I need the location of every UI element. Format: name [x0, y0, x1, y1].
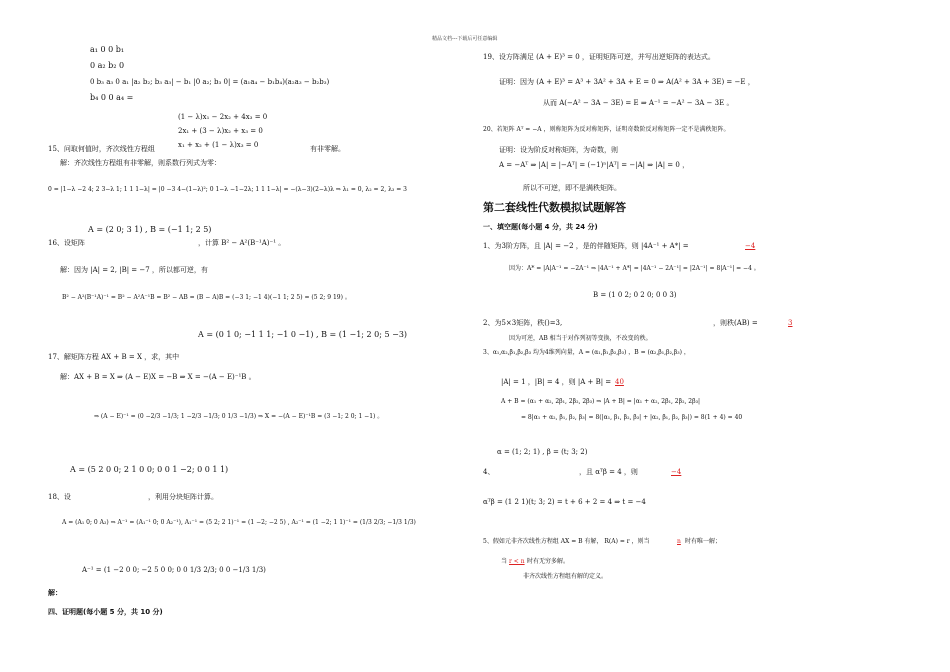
fill-3-question-b: |A| = 1 ，|B| = 4 ，则 |A + B| = — [501, 378, 612, 386]
q18-result: A⁻¹ = (1 −2 0 0; −2 5 0 0; 0 0 1/3 2/3; 0 0 −1/3 1/3) — [82, 566, 266, 574]
fill-3-answer: 40 — [615, 378, 624, 386]
fill-2-explanation: 因为可逆，AB 相当于对作列初等变换，不改变的秩。 — [509, 335, 652, 342]
fill-5-answer: n — [677, 538, 681, 545]
fill-4-question-tail: ，且 αᵀβ = 4 ，则 — [579, 468, 638, 476]
q16-question: 16、设矩阵 — [48, 239, 85, 247]
fill-4-answer: −4 — [671, 468, 682, 476]
q17-inverse: ⇒ (A − E)⁻¹ = (0 −2/3 −1/3; 1 −2/3 −1/3; 0 1/3 −1/3) ⇒ X = −(A − E)⁻¹B = (3 −1; 2 0; 1 −1) 。 — [94, 413, 384, 420]
q17-matrices: A = (0 1 0; −1 1 1; −1 0 −1) , B = (1 −1; 2 0; 5 −3) — [198, 330, 408, 339]
fill-1-answer: −4 — [745, 242, 756, 250]
q15-solution: 解：齐次线性方程组有非零解，则系数行列式为零： — [60, 159, 221, 167]
fill-5-answer-b: r < n — [509, 558, 525, 565]
q19-question: 19、设方阵满足 (A + E)³ = 0 ，证明矩阵可逆，并写出逆矩阵的表达式。 — [483, 53, 715, 61]
fill-2-question-tail: ，则秩(AB) = — [713, 319, 758, 327]
section-4-heading: 四、证明题(每小题 5 分，共 10 分) — [48, 608, 163, 616]
fill-in-heading: 一、填空题(每小题 4 分，共 24 分) — [483, 223, 598, 231]
q15-question: 15、问取何值时，齐次线性方程组 — [48, 145, 155, 153]
q18-question: 18、设 — [48, 493, 71, 501]
q16-matrices: A = (2 0; 3 1) , B = (−1 1; 2 5) — [88, 225, 212, 234]
q19-proof-1: 证明：因为 (A + E)³ = A³ + 3A² + 3A + E = 0 ⇒ A(A² + 3A + 3E) = −E ， — [499, 78, 755, 86]
fill-4-vectors: α = (1; 2; 1) , β = (t; 3; 2) — [497, 448, 588, 456]
solution-label: 解： — [48, 589, 62, 597]
q16-question-tail: ，计算 B² − A²(B⁻¹A)⁻¹ 。 — [198, 239, 286, 247]
det-row-3: 0 b₃ a₃ 0 a₁ |a₂ b₂; b₃ a₃| − b₁ |0 a₂; b₃ 0| = (a₁a₄ − b₁b₄)(a₂a₃ − b₂b₃) — [90, 78, 330, 86]
q15-question-tail: 有非零解。 — [310, 145, 345, 153]
fill-5-note: 非齐次线性方程组有解的定义。 — [523, 573, 608, 580]
fill-5-line-b-tail: 时有无穷多解。 — [527, 558, 570, 565]
q15-system-2: 2x₁ + (3 − λ)x₂ + x₃ = 0 — [178, 127, 263, 135]
fill-2-question: 2、为5×3矩阵，秩()=3, — [483, 319, 563, 327]
fill-5-question-tail: 时有唯一解； — [685, 538, 722, 545]
fill-3-calculation-2: = 8|α₁ + α₂, β₁, β₂, β₃| = 8(|α₁, β₁, β₂, β₃| + |α₂, β₁, β₂, β₃|) = 8(1 + 4) = 40 — [521, 414, 743, 421]
q15-system-1: (1 − λ)x₁ − 2x₂ + 4x₃ = 0 — [178, 113, 268, 121]
q16-solution: 解：因为 |A| = 2, |B| = −7 ，所以都可逆，有 — [60, 266, 208, 274]
fill-3-calculation-1: A + B = (α₁ + α₂, 2β₁, 2β₂, 2β₃) ⇒ |A + B| = |α₁ + α₂, 2β₁, 2β₂, 2β₃| — [501, 398, 701, 405]
fill-2-matrix: B = (1 0 2; 0 2 0; 0 0 3) — [593, 291, 677, 299]
q19-proof-2: 从而 A(−A² − 3A − 3E) = E ⇒ A⁻¹ = −A² − 3A − 3E 。 — [543, 99, 734, 107]
q20-proof-1: 证明：设为阶反对称矩阵，为奇数，则 — [499, 146, 618, 154]
fill-2-answer: 3 — [788, 319, 793, 327]
q20-proof-2: A = −Aᵀ ⇒ |A| = |−Aᵀ| = (−1)ⁿ|Aᵀ| = −|A| ⇒ |A| = 0 ， — [499, 161, 690, 169]
q18-matrix: A = (5 2 0 0; 2 1 0 0; 0 0 1 −2; 0 0 1 1) — [70, 465, 229, 474]
q15-determinant: 0 = |1−λ −2 4; 2 3−λ 1; 1 1 1−λ| = |0 −3 4−(1−λ)²; 0 1−λ −1−2λ; 1 1 1−λ| = −(λ−3)(2−λ)λ ⇒ λ₁ = 0, λ₂ = 2, λ₃ = 3 — [48, 186, 407, 193]
fill-4-label: 4、 — [483, 468, 495, 476]
fill-4-calculation: αᵀβ = (1 2 1)(t; 3; 2) = t + 6 + 2 = 4 ⇒ t = −4 — [483, 498, 646, 506]
q17-solution: 解：AX + B = X ⇒ (A − E)X = −B ⇒ X = −(A − E)⁻¹B 。 — [60, 373, 256, 381]
q18-block-inverse: A = (A₁ 0; 0 A₂) ⇒ A⁻¹ = (A₁⁻¹ 0; 0 A₂⁻¹), A₁⁻¹ = (5 2; 2 1)⁻¹ = (1 −2; −2 5) , A₂⁻¹ = (1 −2; 1 1)⁻¹ = (1/3 2/3; −1/3 1/3) — [62, 519, 416, 526]
fill-1-question: 1、为3阶方阵，且 |A| = −2 ，是的伴随矩阵，则 |4A⁻¹ + A*| = — [483, 242, 689, 250]
q15-system-3: x₁ + x₂ + (1 − λ)x₃ = 0 — [178, 141, 259, 149]
det-row-2: 0 a₂ b₂ 0 — [90, 61, 125, 70]
q20-question: 20、若矩阵 Aᵀ = −A ，则称矩阵为反对称矩阵，证明奇数阶反对称矩阵一定不是满秩矩阵。 — [483, 126, 730, 133]
q18-question-tail: ，利用分块矩阵计算。 — [148, 493, 218, 501]
q16-calculation: B² − A²(B⁻¹A)⁻¹ = B² − A²A⁻¹B = B² − AB = (B − A)B = (−3 1; −1 4)(−1 1; 2 5) = (5 2; 9 19) 。 — [62, 294, 351, 301]
fill-5-question: 5、假如元非齐次线性方程组 AX = B 有解， R(A) = r ，则当 — [483, 538, 650, 545]
fill-5-line-b-prefix: 当 — [501, 558, 508, 565]
det-row-4: b₄ 0 0 a₄ = — [90, 93, 134, 102]
det-row-1: a₁ 0 0 b₁ — [90, 45, 125, 54]
fill-1-explanation: 因为：A* = |A|A⁻¹ = −2A⁻¹ ⇒ |4A⁻¹ + A*| = |4A⁻¹ − 2A⁻¹| = |2A⁻¹| = 8|A⁻¹| = −4 。 — [509, 265, 760, 272]
q17-question: 17、解矩阵方程 AX + B = X ，求，其中 — [48, 353, 180, 361]
fill-3-question: 3、α₁,α₂,β₁,β₂,β₃ 均为4维列向量，A = (α₁,β₁,β₂,β₃) ，B = (α₂,β₁,β₂,β₃) ， — [483, 349, 690, 356]
set-2-title: 第二套线性代数模拟试题解答 — [483, 201, 626, 214]
q20-proof-3: 所以不可逆，即不是满秩矩阵。 — [523, 184, 621, 192]
page-header: 精品文档---下载后可任意编辑 — [432, 36, 498, 42]
